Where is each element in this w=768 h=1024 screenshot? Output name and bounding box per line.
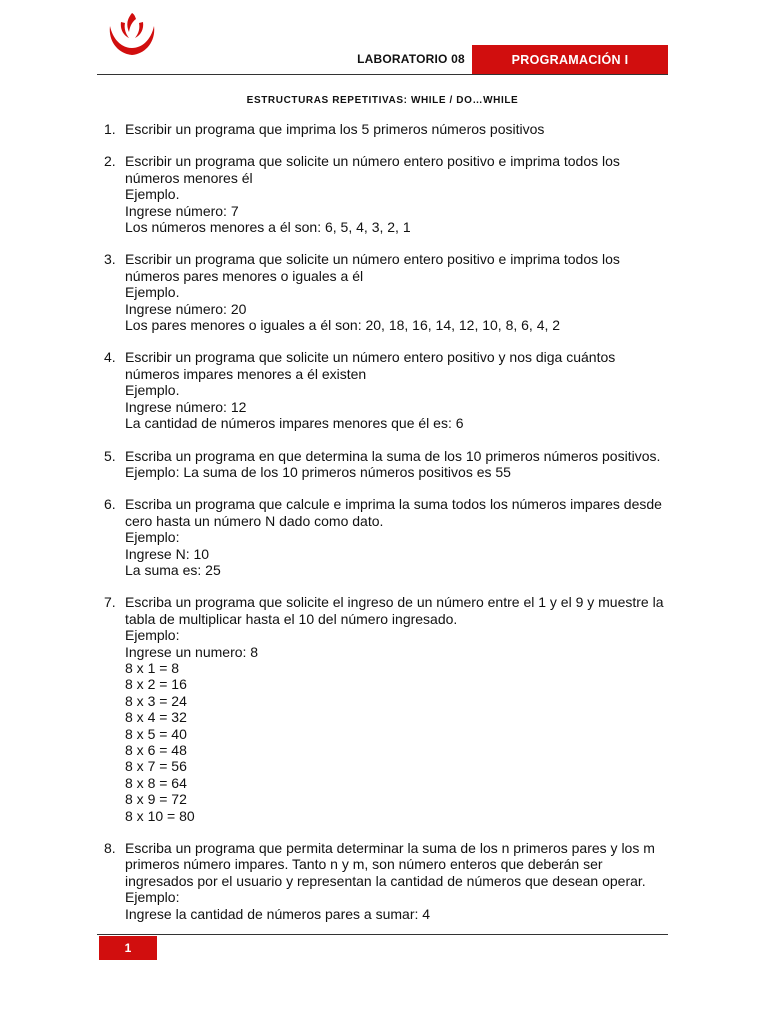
exercise-item — [104, 840, 664, 922]
exercise-line: 8 x 1 = 8 — [125, 659, 180, 676]
exercise-number: 2. — [104, 153, 116, 170]
exercise-line: 8 x 6 = 48 — [125, 742, 187, 758]
exercise-line: Ingrese número: 20 — [125, 300, 247, 317]
exercise-line: primeros número impares. Tanto n y m, son número enteros que deberán ser — [125, 856, 603, 873]
exercise-line: números pares menores o iguales a él — [125, 267, 364, 284]
exercise-line: Ejemplo: — [125, 889, 180, 906]
exercise-line: 8 x 8 = 64 — [125, 774, 187, 791]
exercise-number: 1. — [104, 121, 116, 137]
exercise-line: Ingrese la cantidad de números pares a sumar: 4 — [125, 905, 431, 922]
exercise-line: cero hasta un número N dado como dato. — [125, 512, 384, 529]
exercise-line: Escribir un programa que solicite un número entero positivo y nos diga cuántos — [125, 349, 616, 366]
exercise-number: 5. — [104, 447, 116, 464]
exercise-line: Ejemplo. — [125, 382, 180, 399]
lab-number-label: LABORATORIO 08 — [357, 52, 465, 66]
exercise-line: 8 x 7 = 56 — [125, 758, 187, 775]
exercise-number: 3. — [104, 251, 116, 268]
exercise-item — [104, 594, 664, 824]
exercise-line: Escribir un programa que imprima los 5 primeros números positivos — [125, 121, 545, 137]
exercise-line: 8 x 9 = 72 — [125, 791, 187, 808]
exercise-line: Ingrese N: 10 — [125, 545, 210, 562]
exercise-item — [104, 349, 664, 431]
exercise-line: Ejemplo. — [125, 284, 180, 301]
exercise-item — [104, 496, 664, 578]
exercise-line: números menores él — [125, 169, 253, 186]
exercise-line: Ejemplo. — [125, 186, 180, 203]
exercise-line: 8 x 3 = 24 — [125, 692, 187, 709]
exercise-line: La suma es: 25 — [125, 561, 221, 578]
upc-flame-logo-icon — [106, 10, 158, 58]
exercise-line: Escribir un programa que solicite un número entero positivo e imprima todos los — [125, 251, 620, 268]
document-title: ESTRUCTURAS REPETITIVAS: WHILE / DO…WHILE — [246, 95, 519, 106]
exercise-number: 8. — [104, 840, 116, 857]
header-divider — [97, 74, 668, 75]
exercise-line: Escriba un programa que calcule e imprima la suma todos los números impares desde — [125, 496, 662, 513]
exercise-line: Ejemplo: La suma de los 10 primeros números positivos es 55 — [125, 463, 511, 480]
exercise-number: 6. — [104, 496, 116, 513]
exercise-line: Los pares menores o iguales a él son: 20, 18, 16, 14, 12, 10, 8, 6, 4, 2 — [125, 317, 561, 334]
exercise-item — [104, 153, 664, 235]
exercise-line: ingresados por el usuario y representan la cantidad de números que desean operar. — [125, 872, 646, 889]
exercise-number: 7. — [104, 594, 116, 611]
exercise-line: 8 x 4 = 32 — [125, 709, 187, 726]
exercise-line: 8 x 2 = 16 — [125, 676, 187, 693]
exercise-item — [104, 121, 664, 137]
exercise-line: Ingrese número: 7 — [125, 202, 239, 219]
footer-divider — [97, 934, 668, 935]
course-title-badge: PROGRAMACIÓN I — [472, 45, 668, 74]
exercise-line: Ejemplo: — [125, 627, 180, 644]
exercise-line: números impares menores a él existen — [125, 365, 367, 382]
exercise-line: Los números menores a él son: 6, 5, 4, 3, 2, 1 — [125, 219, 411, 236]
exercise-line: 8 x 5 = 40 — [125, 725, 187, 742]
exercise-line: Escriba un programa que permita determinar la suma de los n primeros pares y los m — [125, 840, 655, 857]
exercise-item — [104, 251, 664, 333]
exercise-line: Ejemplo: — [125, 529, 180, 546]
exercise-item — [104, 448, 664, 481]
exercise-line: Ingrese un numero: 8 — [125, 643, 259, 660]
exercise-line: Escriba un programa que solicite el ingreso de un número entre el 1 y el 9 y muestre la — [125, 594, 664, 611]
exercise-line: Ingrese número: 12 — [125, 398, 247, 415]
exercise-line: La cantidad de números impares menores que él es: 6 — [125, 415, 464, 432]
exercise-line: tabla de multiplicar hasta el 10 del número ingresado. — [125, 610, 458, 627]
exercise-list — [104, 121, 664, 938]
exercise-line: Escribir un programa que solicite un número entero positivo e imprima todos los — [125, 153, 620, 170]
exercise-line: Escriba un programa en que determina la suma de los 10 primeros números positivos. — [125, 447, 661, 464]
exercise-line: 8 x 10 = 80 — [125, 807, 195, 824]
page-number-badge: 1 — [99, 936, 157, 960]
exercise-number: 4. — [104, 349, 116, 366]
